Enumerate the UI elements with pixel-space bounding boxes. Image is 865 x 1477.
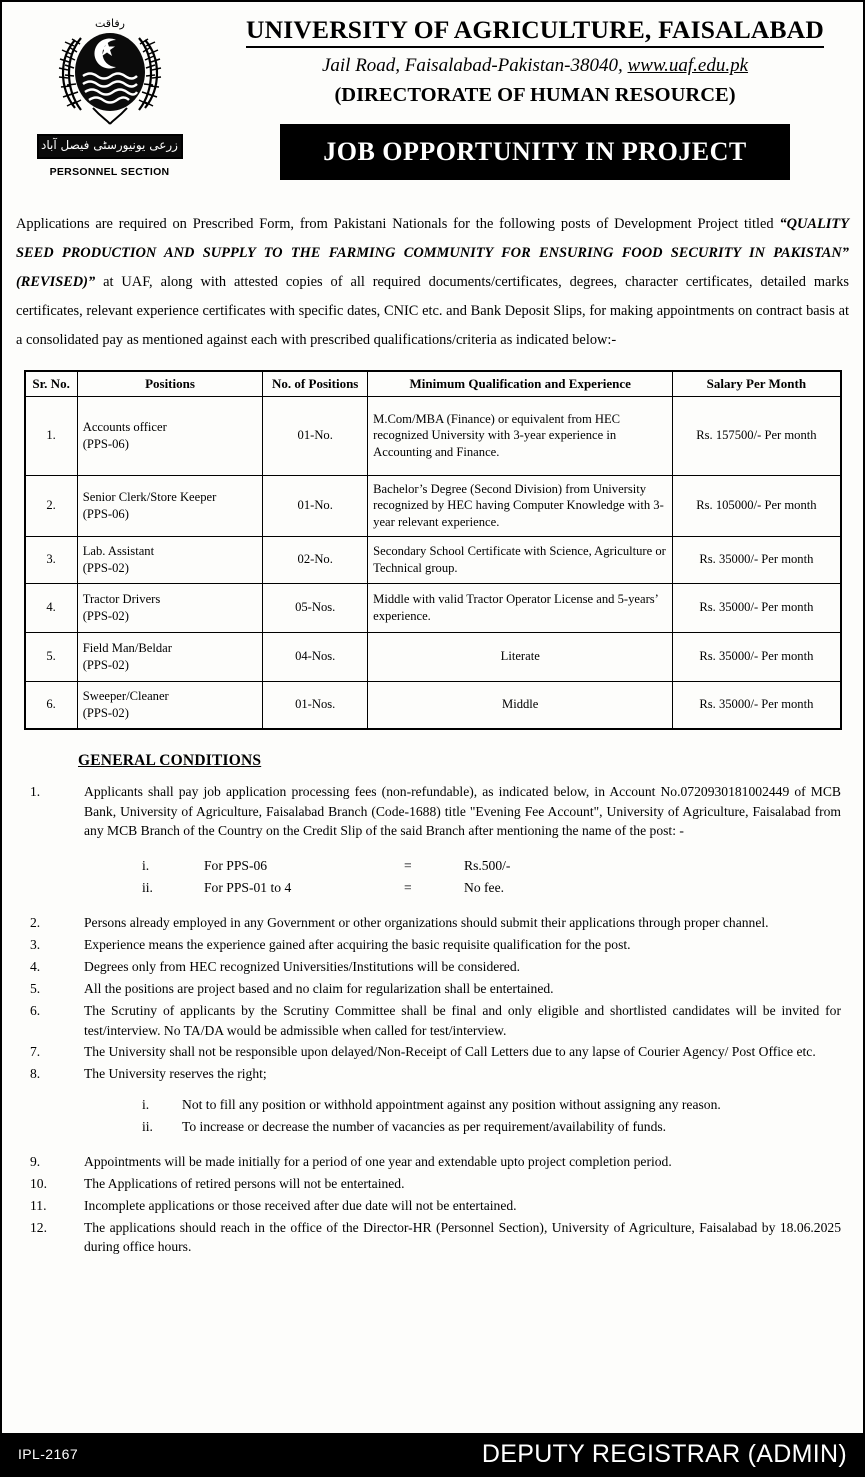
general-conditions-heading: GENERAL CONDITIONS xyxy=(78,751,262,769)
position-title: Sweeper/Cleaner xyxy=(82,689,169,704)
position-title: Field Man/Beldar xyxy=(82,641,172,656)
intro-part1: Applications are required on Prescribed Form, from Pakistani Nationals for the following posts of Development Project titled xyxy=(16,216,780,232)
fee-item xyxy=(16,855,849,877)
condition-number: 8. xyxy=(30,1066,41,1082)
condition-text: All the positions are project based and no claim for regularization shall be entertained. xyxy=(84,980,554,996)
cell-count: 01-Nos. xyxy=(263,681,368,729)
university-address xyxy=(217,55,853,78)
position-title: Tractor Drivers xyxy=(82,592,161,607)
cell-position xyxy=(77,475,263,536)
position-pps: (PPS-02) xyxy=(82,705,129,720)
cell-count: 04-Nos. xyxy=(263,632,368,681)
condition-number: 7. xyxy=(30,1044,41,1060)
condition-item-1 xyxy=(16,782,849,842)
cell-qualification: Middle with valid Tractor Operator License and 5-years’ experience. xyxy=(368,583,673,632)
directorate-name: (DIRECTORATE OF HUMAN RESOURCE) xyxy=(334,84,736,107)
cell-salary: Rs. 157500/- Per month xyxy=(673,396,841,475)
university-name: UNIVERSITY OF AGRICULTURE, FAISALABAD xyxy=(246,16,824,48)
title-block xyxy=(207,10,853,180)
condition-text: Incomplete applications or those received after due date will not be entertained. xyxy=(84,1197,517,1213)
position-title: Senior Clerk/Store Keeper xyxy=(82,490,217,505)
col-no-of-positions: No. of Positions xyxy=(263,371,368,396)
cell-count: 05-Nos. xyxy=(263,583,368,632)
condition-text: The University shall not be responsible upon delayed/Non-Receipt of Call Letters due to any lapse of Courier Agency/ Post Office etc. xyxy=(84,1044,816,1060)
university-crest-icon xyxy=(45,14,175,132)
right-text: To increase or decrease the number of vacancies as per requirement/availability of funds. xyxy=(182,1119,667,1135)
signatory-title: DEPUTY REGISTRAR (ADMIN) xyxy=(481,1439,847,1468)
cell-count: 01-No. xyxy=(263,475,368,536)
document-content xyxy=(2,210,863,1257)
condition-text: The Scrutiny of applicants by the Scrutiny Committee shall be final and only eligible and shortlisted candidates will be invited for test/interview. No TA/DA would be admissible when called for test/interview. xyxy=(84,1002,841,1038)
personnel-section-label: PERSONNEL SECTION xyxy=(49,166,170,178)
right-number: ii. xyxy=(142,1119,153,1135)
cell-qualification: Secondary School Certificate with Science, Agriculture or Technical group. xyxy=(368,536,673,583)
condition-item-12 xyxy=(16,1218,849,1258)
cell-position xyxy=(77,536,263,583)
ipl-code: IPL-2167 xyxy=(18,1446,79,1462)
cell-position xyxy=(77,681,263,729)
right-item xyxy=(16,1116,849,1138)
general-conditions-list xyxy=(16,782,849,842)
right-text: Not to fill any position or withhold appointment against any position without assigning any reason. xyxy=(182,1097,721,1113)
cell-salary: Rs. 35000/- Per month xyxy=(673,583,841,632)
condition-item-6 xyxy=(16,1001,849,1041)
cell-count: 01-No. xyxy=(263,396,368,475)
table-row xyxy=(25,536,841,583)
right-number: i. xyxy=(142,1097,150,1113)
fee-value: No fee. xyxy=(464,880,505,896)
condition-number: 9. xyxy=(30,1154,41,1170)
fee-equals: = xyxy=(404,858,412,874)
condition-text: Applicants shall pay job application processing fees (non-refundable), as indicated below, in Account No.0720930181002449 of MCB Bank, University of Agriculture, Faisalabad Branch (Code-1688) title "Evening Fee Account", University of Agriculture, Faisalabad from any MCB Branch of the Country on the Credit Slip of the said Branch after mentioning the name of the post: - xyxy=(84,783,841,839)
col-salary: Salary Per Month xyxy=(673,371,841,396)
cell-salary: Rs. 35000/- Per month xyxy=(673,632,841,681)
document-footer xyxy=(2,1433,863,1475)
condition-item-8 xyxy=(16,1064,849,1084)
col-positions: Positions xyxy=(77,371,263,396)
table-header-row xyxy=(25,371,841,396)
table-head xyxy=(25,371,841,396)
position-pps: (PPS-02) xyxy=(82,560,129,575)
position-title: Lab. Assistant xyxy=(82,544,155,559)
condition-item-11 xyxy=(16,1196,849,1216)
condition-item-5 xyxy=(16,979,849,999)
intro-part2: at UAF, along with attested copies of all required documents/certificates, degrees, character certificates, detailed marks certificates, relevant experience certificates with specific dates, CNIC etc. and Bank Deposit Slips, for making appointments on contract basis at a consolidated pay as mentioned against each with prescribed qualifications/criteria as indicated below:- xyxy=(16,274,849,349)
cell-position xyxy=(77,396,263,475)
condition-item-9 xyxy=(16,1152,849,1172)
position-pps: (PPS-06) xyxy=(82,506,129,521)
cell-sr: 4. xyxy=(25,583,78,632)
condition-item-10 xyxy=(16,1174,849,1194)
cell-sr: 6. xyxy=(25,681,78,729)
logo-block xyxy=(12,10,207,178)
condition-number: 1. xyxy=(30,783,41,799)
fee-sublist xyxy=(16,855,849,899)
position-pps: (PPS-02) xyxy=(82,608,129,623)
table-body xyxy=(25,396,841,729)
condition-item-4 xyxy=(16,957,849,977)
fee-number: ii. xyxy=(142,880,153,896)
col-sr-no: Sr. No. xyxy=(25,371,78,396)
condition-item-3 xyxy=(16,935,849,955)
cell-qualification: Literate xyxy=(368,632,673,681)
general-conditions-list-continued xyxy=(16,913,849,1084)
positions-table xyxy=(24,370,842,730)
cell-sr: 2. xyxy=(25,475,78,536)
condition-item-7 xyxy=(16,1042,849,1062)
document-header xyxy=(2,2,863,202)
condition-text: The Applications of retired persons will not be entertained. xyxy=(84,1175,405,1191)
cell-sr: 3. xyxy=(25,536,78,583)
cell-count: 02-No. xyxy=(263,536,368,583)
fee-label: For PPS-06 xyxy=(204,858,268,874)
cell-salary: Rs. 105000/- Per month xyxy=(673,475,841,536)
university-rights-sublist xyxy=(16,1094,849,1138)
table-row xyxy=(25,632,841,681)
condition-number: 12. xyxy=(30,1219,47,1235)
general-conditions-list-final xyxy=(16,1152,849,1257)
position-pps: (PPS-06) xyxy=(82,436,129,451)
condition-text: Appointments will be made initially for a period of one year and extendable upto project completion period. xyxy=(84,1154,672,1170)
fee-equals: = xyxy=(404,880,412,896)
cell-qualification: Middle xyxy=(368,681,673,729)
condition-number: 3. xyxy=(30,937,41,953)
svg-text:رفاقت: رفاقت xyxy=(94,17,125,30)
table-row xyxy=(25,396,841,475)
cell-qualification: M.Com/MBA (Finance) or equivalent from HEC recognized University with 3-year experience in Accounting and Finance. xyxy=(368,396,673,475)
table-row xyxy=(25,583,841,632)
website-link[interactable]: www.uaf.edu.pk xyxy=(627,54,749,76)
cell-position xyxy=(77,583,263,632)
condition-text: Degrees only from HEC recognized Universities/Institutions will be considered. xyxy=(84,958,521,974)
table-row xyxy=(25,475,841,536)
job-opportunity-banner: JOB OPPORTUNITY IN PROJECT xyxy=(280,124,790,180)
cell-salary: Rs. 35000/- Per month xyxy=(673,536,841,583)
cell-salary: Rs. 35000/- Per month xyxy=(673,681,841,729)
condition-number: 4. xyxy=(30,958,41,974)
address-text: Jail Road, Faisalabad-Pakistan-38040, xyxy=(321,54,628,76)
condition-number: 6. xyxy=(30,1002,41,1018)
fee-value: Rs.500/- xyxy=(464,858,511,874)
condition-number: 11. xyxy=(30,1197,47,1213)
fee-label: For PPS-01 to 4 xyxy=(204,880,292,896)
right-item xyxy=(16,1094,849,1116)
urdu-caption: زرعی یونیورسٹی فیصل آباد xyxy=(37,134,183,159)
project-title: “QUALITY SEED PRODUCTION AND SUPPLY TO THE FARMING COMMUNITY FOR ENSURING FOOD SECURITY IN PAKISTAN” (REVISED)” xyxy=(16,216,849,291)
table-row xyxy=(25,681,841,729)
fee-item xyxy=(16,877,849,899)
fee-number: i. xyxy=(142,858,150,874)
condition-number: 5. xyxy=(30,980,41,996)
condition-text: The University reserves the right; xyxy=(84,1066,267,1082)
condition-text: Persons already employed in any Government or other organizations should submit their applications through proper channel. xyxy=(84,915,769,931)
intro-paragraph xyxy=(16,210,849,355)
position-title: Accounts officer xyxy=(82,420,167,435)
position-pps: (PPS-02) xyxy=(82,657,129,672)
condition-number: 10. xyxy=(30,1175,47,1191)
cell-sr: 5. xyxy=(25,632,78,681)
cell-position xyxy=(77,632,263,681)
condition-text: The applications should reach in the office of the Director-HR (Personnel Section), University of Agriculture, Faisalabad by 18.06.2025 during office hours. xyxy=(84,1219,841,1255)
condition-number: 2. xyxy=(30,915,41,931)
condition-text: Experience means the experience gained after acquiring the basic requisite qualification for the post. xyxy=(84,937,631,953)
col-qualification: Minimum Qualification and Experience xyxy=(368,371,673,396)
cell-qualification: Bachelor’s Degree (Second Division) from University recognized by HEC having Computer Knowledge with 3-year relevant experience. xyxy=(368,475,673,536)
cell-sr: 1. xyxy=(25,396,78,475)
condition-item-2 xyxy=(16,913,849,933)
